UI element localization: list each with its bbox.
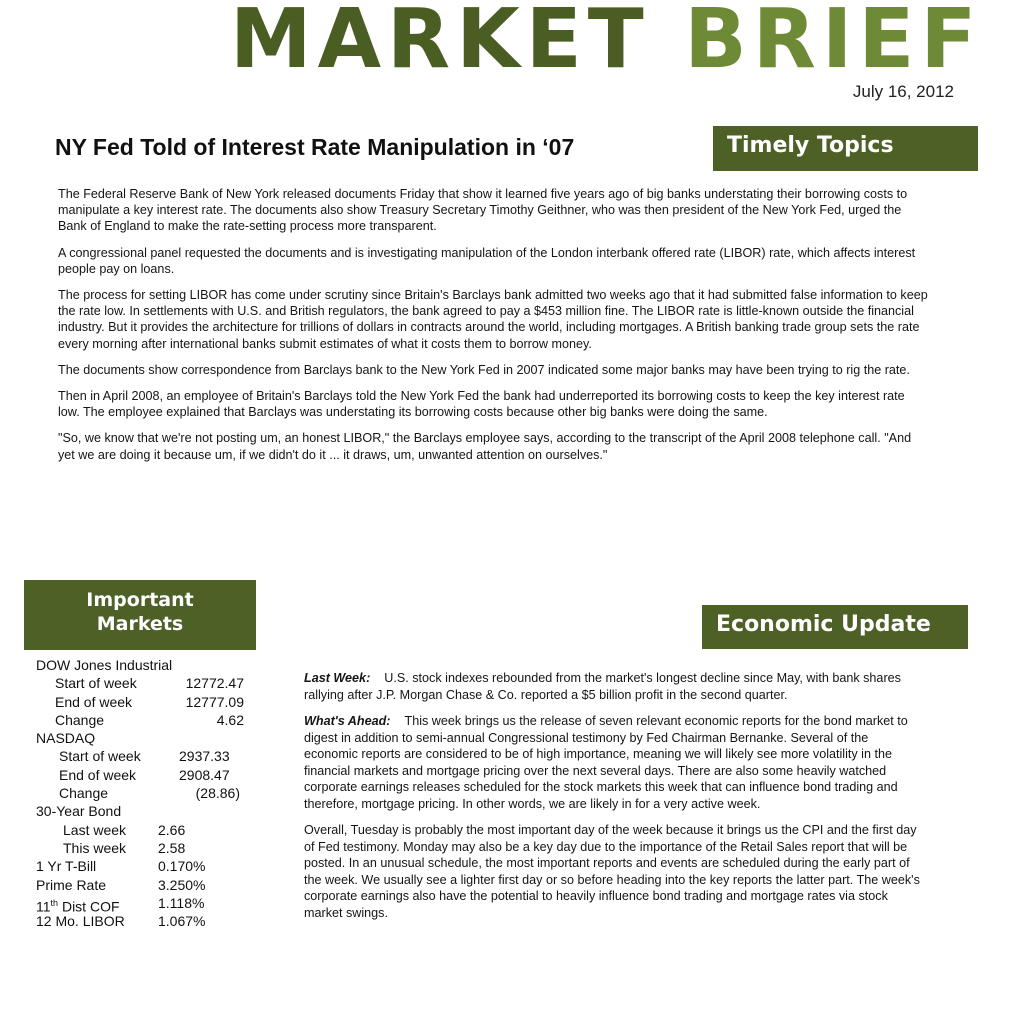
whats-ahead-text: This week brings us the release of seven relevant economic reports for the bond market to digest in addition to semi-annual Congressional testimony by Fed Chairman Bernanke. Several of the economic reports are considered to be of high importance, meaning we will likely see more volatility in the financial markets and mortgage pricing over the next several days. There are also some heavily watched corporate earnings releases scheduled for the stock markets this week that can influence bond trading and therefore, mortgage pricing. In other words, we are likely in for a very active week. bbox=[304, 714, 908, 811]
banner-line: Markets bbox=[96, 613, 184, 635]
article-paragraph: Then in April 2008, an employee of Britain's Barclays told the New York Fed the bank had underreported its borrowing costs to keep the key interest rate low. The employee explained that Barclays was understating its borrowing costs because other big banks were doing the same. bbox=[58, 389, 905, 420]
market-value: 12777.09 bbox=[185, 693, 244, 710]
whats-ahead-lead: What's Ahead: bbox=[304, 714, 391, 728]
market-row bbox=[36, 894, 266, 915]
masthead-title bbox=[230, 0, 990, 87]
market-label: Change bbox=[55, 711, 105, 728]
market-row bbox=[36, 674, 266, 692]
article-paragraph: A congressional panel requested the documents and is investigating manipulation of the London interbank offered rate (LIBOR) rate, which affects interest people pay on loans. bbox=[58, 245, 916, 276]
article-headline: NY Fed Told of Interest Rate Manipulation in ‘07 bbox=[55, 134, 575, 160]
market-row bbox=[36, 656, 266, 674]
market-row bbox=[36, 857, 266, 875]
market-value: 1.067% bbox=[158, 913, 206, 930]
market-row bbox=[36, 821, 266, 839]
econ-paragraph: Overall, Tuesday is probably the most important day of the week because it brings us the CPI and the first day of Fed testimony. Monday may also be a key day due to the importance of the Retail Sales report that will be posted. In an unusual schedule, the most important reports and events are scheduled during the early part of the week. We usually see a lighter first day or so before heading into the key reports the latter part. The week's corporate earnings also have the potential to heavily influence bond trading and mortgage rates via stock market swings. bbox=[304, 823, 920, 920]
article-paragraph: The Federal Reserve Bank of New York released documents Friday that show it learned five years ago of big banks understating their borrowing costs to manipulate a key interest rate. The documents also show Treasury Secretary Timothy Geithner, who was then president of the New York Fed, urged the Bank of England to make the rate-setting process more transparent. bbox=[58, 187, 908, 234]
market-label: 1 Yr T-Bill bbox=[36, 858, 97, 875]
label-text: Dist COF bbox=[58, 898, 120, 915]
market-label: End of week bbox=[59, 766, 137, 783]
market-value: 2908.47 bbox=[179, 766, 230, 783]
banner-line: Important bbox=[86, 589, 194, 611]
market-label: Start of week bbox=[55, 675, 137, 692]
last-week-lead: Last Week: bbox=[304, 671, 371, 685]
economic-update-body bbox=[304, 670, 922, 931]
market-value: 0.170% bbox=[158, 858, 206, 875]
market-value: 4.62 bbox=[216, 711, 244, 728]
article-paragraph: The process for setting LIBOR has come under scrutiny since Britain's Barclays bank admitted two weeks ago that it had submitted false information to keep the rate low. In settlements with U.S. and British regulators, the bank agreed to pay a $453 million fine. The LIBOR rate is little-known outside the financial industry. But it provides the architecture for trillions of dollars in contracts around the world, including mortgages. A British banking trade group sets the rate every morning after international banks submit estimates of what it costs them to borrow money. bbox=[58, 288, 928, 351]
important-markets-banner bbox=[24, 580, 256, 650]
market-row bbox=[36, 839, 266, 857]
market-label: This week bbox=[63, 839, 127, 856]
market-row bbox=[36, 912, 266, 930]
market-label: 12 Mo. LIBOR bbox=[36, 913, 125, 930]
market-group-title: NASDAQ bbox=[36, 730, 96, 747]
market-label: Change bbox=[59, 785, 109, 802]
econ-paragraph bbox=[304, 670, 922, 703]
market-value: 2.58 bbox=[158, 839, 186, 856]
label-superscript: th bbox=[50, 897, 59, 908]
market-value: 2.66 bbox=[158, 821, 186, 838]
market-value: 2937.33 bbox=[179, 748, 230, 765]
article-body bbox=[58, 186, 928, 473]
economic-update-banner: Economic Update bbox=[702, 605, 968, 649]
market-label: End of week bbox=[55, 693, 133, 710]
market-label: Last week bbox=[63, 821, 127, 838]
issue-date: July 16, 2012 bbox=[852, 82, 954, 101]
masthead-brief: BRIEF bbox=[684, 0, 983, 87]
market-group-title: DOW Jones Industrial bbox=[36, 657, 173, 673]
timely-topics-banner: Timely Topics bbox=[713, 126, 978, 171]
market-value: 12772.47 bbox=[185, 675, 244, 692]
market-row bbox=[36, 747, 266, 765]
market-row bbox=[36, 802, 266, 820]
article-paragraph: "So, we know that we're not posting um, an honest LIBOR," the Barclays employee says, according to the transcript of the April 2008 telephone call. "And yet we are doing it because um, if we didn't do it ... it draws, um, unwanted attention on ourselves." bbox=[58, 431, 912, 462]
market-row bbox=[36, 711, 266, 729]
market-row bbox=[36, 876, 266, 894]
market-label: Start of week bbox=[59, 748, 141, 765]
market-row bbox=[36, 766, 266, 784]
markets-table bbox=[36, 656, 266, 930]
market-value: 3.250% bbox=[158, 876, 206, 893]
market-group-title: 30-Year Bond bbox=[36, 803, 122, 820]
market-value: 1.118% bbox=[158, 894, 205, 911]
market-row bbox=[36, 784, 266, 802]
market-row bbox=[36, 729, 266, 747]
last-week-text: U.S. stock indexes rebounded from the market's longest decline since May, with bank shares rallying after J.P. Morgan Chase & Co. reported a $5 billion profit in the second quarter. bbox=[304, 671, 901, 702]
masthead-market: MARKET bbox=[230, 0, 650, 87]
econ-paragraph bbox=[304, 713, 922, 812]
market-label: Prime Rate bbox=[36, 876, 107, 893]
market-value: (28.86) bbox=[195, 785, 240, 802]
market-row bbox=[36, 693, 266, 711]
article-paragraph: The documents show correspondence from Barclays bank to the New York Fed in 2007 indicated some major banks may have been trying to rig the rate. bbox=[58, 362, 910, 377]
label-number: 11 bbox=[36, 898, 51, 915]
